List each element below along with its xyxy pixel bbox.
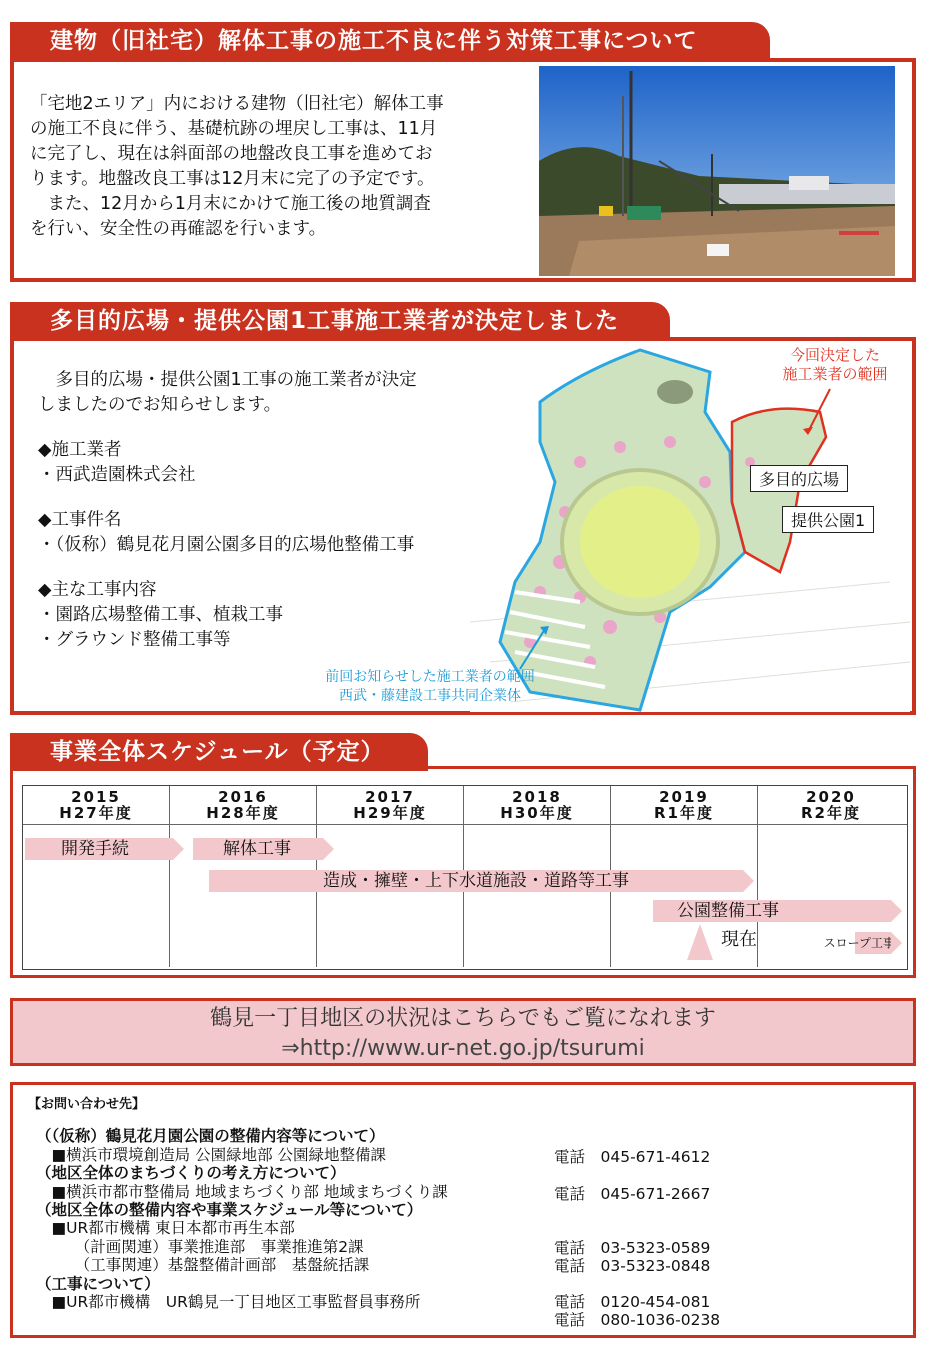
project-heading: ◆工事件名 bbox=[38, 510, 122, 530]
blue-caption bbox=[290, 668, 570, 706]
task-label: 解体工事 bbox=[223, 839, 291, 859]
section1-line: 「宅地2エリア」内における建物（旧社宅）解体工事 bbox=[30, 94, 444, 114]
current-label: 現在 bbox=[721, 929, 757, 950]
url-banner[interactable] bbox=[10, 998, 916, 1066]
era-label: H27年度 bbox=[59, 804, 133, 822]
label-multipurpose-plaza: 多目的広場 bbox=[750, 465, 848, 492]
tel-number[interactable]: 電話 045-671-4612 bbox=[554, 1148, 711, 1166]
contact-line: （計画関連）事業推進部 事業推進第2課 bbox=[36, 1238, 364, 1256]
contact-title: 【お問い合わせ先】 bbox=[28, 1097, 146, 1112]
red-caption-line: 今回決定した bbox=[789, 346, 880, 364]
blue-caption-line: 西武・藤建設工事共同企業体 bbox=[339, 688, 521, 704]
intro-line: しましたのでお知らせします。 bbox=[38, 395, 282, 415]
park-map bbox=[325, 342, 910, 712]
section1-line: に完了し、現在は斜面部の地盤改良工事を進めてお bbox=[30, 144, 433, 164]
works-item: ・グラウンド整備工事等 bbox=[38, 630, 231, 650]
task-park-development bbox=[653, 900, 891, 922]
works-heading: ◆主な工事内容 bbox=[38, 580, 157, 600]
banner-line1: 鶴見一丁目地区の状況はこちらでもご覧になれます bbox=[210, 1006, 716, 1031]
tel-number[interactable]: 電話 03-5323-0589 bbox=[554, 1239, 711, 1257]
contact-line: ■UR都市機構 東日本都市再生本部 bbox=[36, 1219, 295, 1237]
blue-pointer-arrow bbox=[515, 624, 555, 674]
task-development-procedure bbox=[25, 838, 173, 860]
section2-body bbox=[38, 368, 518, 653]
works-item: ・園路広場整備工事、植栽工事 bbox=[38, 605, 283, 625]
tel-number[interactable]: 電話 080-1036-0238 bbox=[554, 1311, 721, 1329]
year-label: 2016 bbox=[218, 788, 268, 806]
task-label: スロープ工事 bbox=[823, 936, 895, 950]
section1-line: の施工不良に伴う、基礎杭跡の埋戻し工事は、11月 bbox=[30, 119, 438, 139]
current-marker-icon bbox=[687, 924, 713, 960]
tel-number[interactable]: 電話 03-5323-0848 bbox=[554, 1257, 711, 1275]
contractor-name: ・西武造園株式会社 bbox=[38, 465, 196, 485]
section1-line: を行い、安全性の再確認を行います。 bbox=[30, 219, 327, 239]
era-label: H30年度 bbox=[500, 804, 574, 822]
section3-title: 事業全体スケジュール（予定） bbox=[10, 733, 428, 771]
contractor-heading: ◆施工業者 bbox=[38, 440, 122, 460]
contact-line: （地区全体のまちづくりの考え方について） bbox=[36, 1164, 346, 1182]
red-pointer-arrow bbox=[800, 387, 840, 437]
era-label: R1年度 bbox=[654, 804, 714, 822]
era-label: R2年度 bbox=[801, 804, 861, 822]
contact-line: ■UR都市機構 UR鶴見一丁目地区工事監督員事務所 bbox=[36, 1293, 421, 1311]
tel-number[interactable]: 電話 0120-454-081 bbox=[554, 1293, 711, 1311]
task-label: 造成・擁壁・上下水道施設・道路等工事 bbox=[323, 871, 629, 891]
task-label: 開発手続 bbox=[61, 839, 129, 859]
contact-line: ■横浜市都市整備局 地域まちづくり部 地域まちづくり課 bbox=[36, 1183, 448, 1201]
banner-url[interactable]: ⇒http://www.ur-net.go.jp/tsurumi bbox=[281, 1036, 645, 1061]
contact-line: ■横浜市環境創造局 公園緑地部 公園緑地整備課 bbox=[36, 1146, 387, 1164]
year-label: 2018 bbox=[512, 788, 562, 806]
section1-line: また、12月から1月末にかけて施工後の地質調査 bbox=[30, 194, 431, 214]
schedule-table bbox=[22, 785, 908, 970]
section1-title: 建物（旧社宅）解体工事の施工不良に伴う対策工事について bbox=[10, 22, 770, 60]
task-label: 公園整備工事 bbox=[677, 901, 779, 921]
year-label: 2020 bbox=[806, 788, 856, 806]
task-slope-work bbox=[823, 932, 895, 954]
year-label: 2017 bbox=[365, 788, 415, 806]
blue-caption-line: 前回お知らせした施工業者の範囲 bbox=[325, 669, 535, 685]
red-caption-line: 施工業者の範囲 bbox=[782, 365, 888, 383]
contact-line: （工事について） bbox=[36, 1275, 160, 1293]
section1-body bbox=[30, 92, 530, 242]
red-caption bbox=[760, 346, 910, 384]
task-site-preparation bbox=[209, 870, 743, 892]
task-demolition bbox=[193, 838, 323, 860]
section2-title: 多目的広場・提供公園1工事施工業者が決定しました bbox=[10, 302, 670, 340]
tel-number[interactable]: 電話 045-671-2667 bbox=[554, 1185, 711, 1203]
contact-line: （工事関連）基盤整備計画部 基盤統括課 bbox=[36, 1256, 370, 1274]
era-label: H29年度 bbox=[353, 804, 427, 822]
year-label: 2019 bbox=[659, 788, 709, 806]
contact-line: （地区全体の整備内容や事業スケジュール等について） bbox=[36, 1201, 423, 1219]
schedule-col-2015 bbox=[23, 786, 170, 967]
intro-line: 多目的広場・提供公園1工事の施工業者が決定 bbox=[38, 370, 417, 390]
era-label: H28年度 bbox=[206, 804, 280, 822]
label-park-1: 提供公園1 bbox=[782, 506, 874, 533]
contact-line: （（仮称）鶴見花月園公園の整備内容等について） bbox=[36, 1127, 385, 1145]
section1-line: ります。地盤改良工事は12月末に完了の予定です。 bbox=[30, 169, 435, 189]
year-label: 2015 bbox=[71, 788, 121, 806]
construction-photo bbox=[539, 66, 895, 276]
project-name: ・（仮称）鶴見花月園公園多目的広場他整備工事 bbox=[38, 535, 415, 555]
